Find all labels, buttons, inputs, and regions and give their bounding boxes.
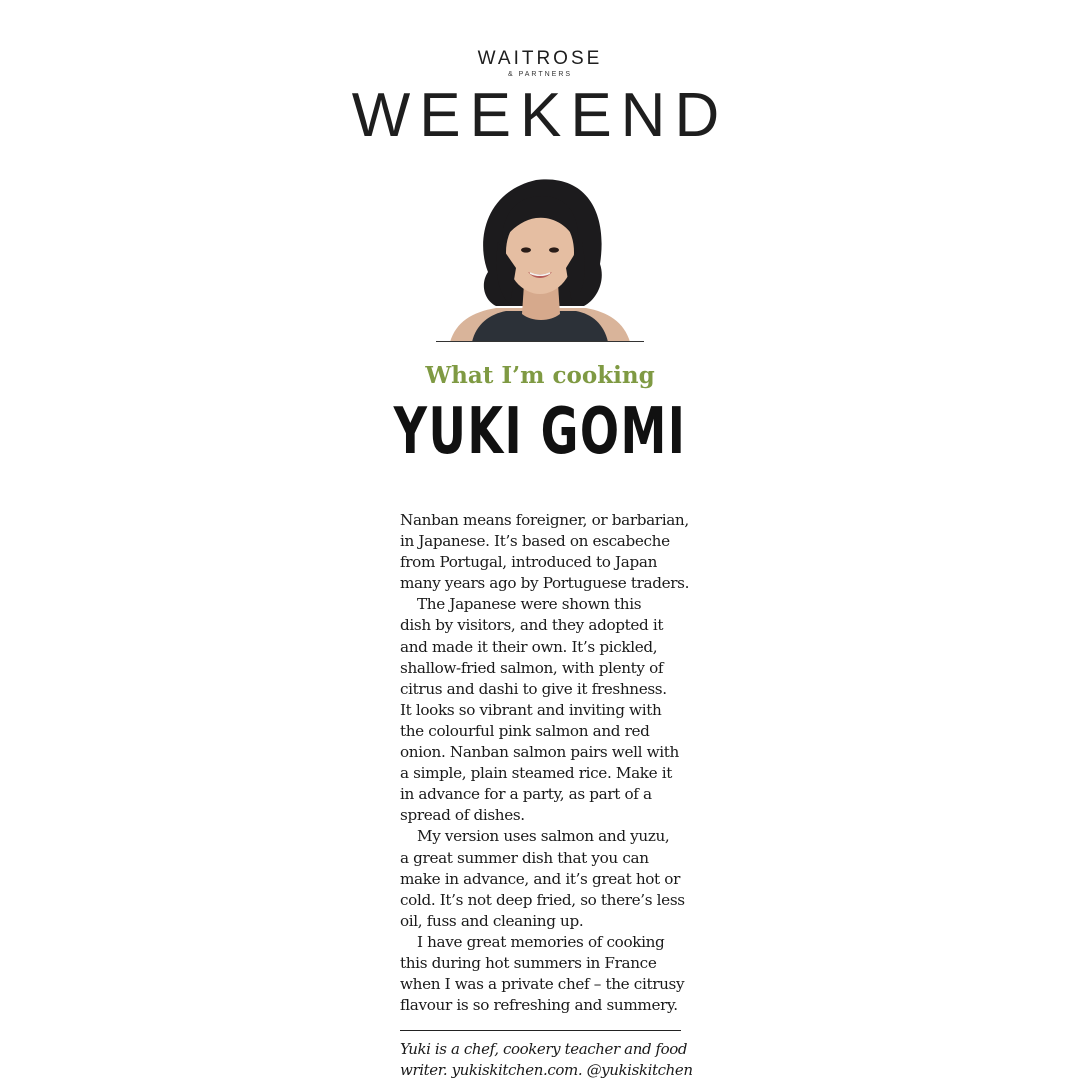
article-line: shallow-fried salmon, with plenty of <box>400 658 664 677</box>
article-line: My version uses salmon and yuzu, <box>417 827 670 846</box>
article-line: make in advance, and it’s great hot or <box>400 869 680 888</box>
magazine-title: WEEKEND <box>351 81 729 150</box>
article-line: when I was a private chef – the citrusy <box>400 975 685 994</box>
author-portrait <box>436 172 644 342</box>
article-line: onion. Nanban salmon pairs well with <box>400 743 679 762</box>
column-kicker: What I’m cooking <box>425 362 655 389</box>
article-line: from Portugal, introduced to Japan <box>400 553 658 572</box>
author-name: YUKI GOMI <box>393 395 687 469</box>
article-line: The Japanese were shown this <box>417 595 642 614</box>
article-line: many years ago by Portuguese traders. <box>400 574 690 593</box>
article-line: spread of dishes. <box>400 806 525 825</box>
brand-subtitle: & PARTNERS <box>507 71 573 78</box>
brand-logo: WAITROSE <box>477 48 603 69</box>
bio-line: Yuki is a chef, cookery teacher and food <box>400 1040 688 1058</box>
article-line: dish by visitors, and they adopted it <box>400 616 664 635</box>
article-line: a great summer dish that you can <box>400 848 649 867</box>
bio-rule <box>400 1030 681 1031</box>
bio-line: writer. yukiskitchen.com. @yukiskitchen <box>400 1061 693 1079</box>
article-line: oil, fuss and cleaning up. <box>400 911 584 930</box>
portrait-rule <box>436 341 644 342</box>
article-line: flavour is so refreshing and summery. <box>400 996 678 1015</box>
article-line: and made it their own. It’s pickled, <box>400 637 658 656</box>
article-line: in Japanese. It’s based on escabeche <box>400 532 670 551</box>
author-bio <box>400 1039 700 1081</box>
article-line: I have great memories of cooking <box>417 932 665 951</box>
article-line: the colourful pink salmon and red <box>400 721 650 740</box>
article-body <box>400 510 690 1016</box>
article-line: It looks so vibrant and inviting with <box>400 700 662 719</box>
article-line: in advance for a party, as part of a <box>400 785 652 804</box>
article-line: Nanban means foreigner, or barbarian, <box>400 511 689 529</box>
article-line: a simple, plain steamed rice. Make it <box>400 764 673 783</box>
article-line: cold. It’s not deep fried, so there’s less <box>400 890 685 909</box>
masthead <box>0 48 1080 149</box>
article-line: this during hot summers in France <box>400 953 657 972</box>
article-line: citrus and dashi to give it freshness. <box>400 679 667 698</box>
portrait-illustration <box>436 172 644 342</box>
